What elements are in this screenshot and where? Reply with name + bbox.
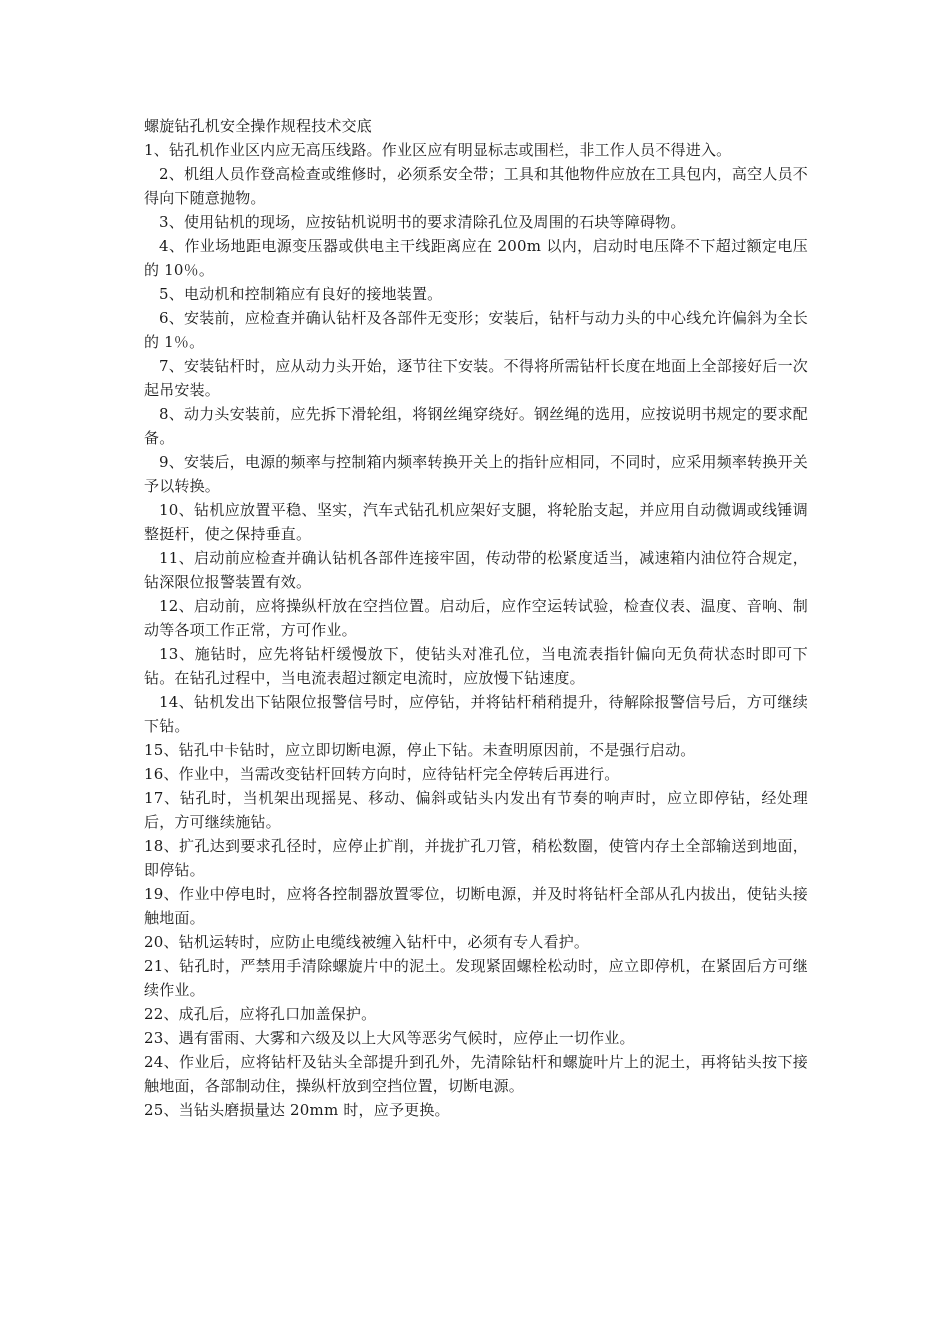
rule-item-25: 25、当钻头磨损量达 20mm 时，应予更换。 (144, 1101, 450, 1119)
rule-item-17: 17、钻孔时，当机架出现摇晃、移动、偏斜或钻头内发出有节奏的响声时，应立即停钻，经处理后，方可继续施钻。 (144, 789, 808, 831)
rule-item-4: 4、作业场地距电源变压器或供电主干线距离应在 200m 以内，启动时电压降不下超过额定电压的 10％。 (144, 237, 808, 279)
rule-item-6: 6、安装前，应检查并确认钻杆及各部件无变形；安装后，钻杆与动力头的中心线允许偏斜为全长的 1％。 (144, 309, 808, 351)
rule-item-15: 15、钻孔中卡钻时，应立即切断电源，停止下钻。未查明原因前，不是强行启动。 (144, 741, 696, 759)
rule-item-14: 14、钻机发出下钻限位报警信号时，应停钻，并将钻杆稍稍提升，待解除报警信号后，方可继续下钻。 (144, 693, 808, 735)
rule-item-22: 22、成孔后，应将孔口加盖保护。 (144, 1005, 377, 1023)
rule-item-18: 18、扩孔达到要求孔径时，应停止扩削，并拢扩孔刀管，稍松数圈，使管内存土全部输送到地面，即停钻。 (144, 837, 808, 879)
rule-item-3: 3、使用钻机的现场，应按钻机说明书的要求清除孔位及周围的石块等障碍物。 (159, 213, 686, 231)
rule-item-13: 13、施钻时，应先将钻杆缓慢放下，使钻头对准孔位，当电流表指针偏向无负荷状态时即可下钻。在钻孔过程中，当电流表超过额定电流时，应放慢下钻速度。 (144, 645, 808, 687)
rule-item-1: 1、钻孔机作业区内应无高压线路。作业区应有明显标志或围栏，非工作人员不得进入。 (144, 141, 732, 159)
rule-item-24: 24、作业后，应将钻杆及钻头全部提升到孔外，先清除钻杆和螺旋叶片上的泥土，再将钻头按下接触地面，各部制动住，操纵杆放到空挡位置，切断电源。 (144, 1053, 808, 1095)
rule-item-10: 10、钻机应放置平稳、坚实，汽车式钻孔机应架好支腿，将轮胎支起，并应用自动微调或线锤调整挺杆，使之保持垂直。 (144, 501, 808, 543)
document-body (144, 114, 808, 1122)
rule-item-11: 11、启动前应检查并确认钻机各部件连接牢固，传动带的松紧度适当，减速箱内油位符合规定，钻深限位报警装置有效。 (144, 549, 808, 591)
rule-item-2: 2、机组人员作登高检查或维修时，必须系安全带；工具和其他物件应放在工具包内，高空人员不得向下随意抛物。 (144, 165, 808, 207)
rule-item-9: 9、安装后，电源的频率与控制箱内频率转换开关上的指针应相同，不同时，应采用频率转换开关予以转换。 (144, 453, 808, 495)
rule-item-5: 5、电动机和控制箱应有良好的接地装置。 (159, 285, 443, 303)
rule-item-16: 16、作业中，当需改变钻杆回转方向时，应待钻杆完全停转后再进行。 (144, 765, 620, 783)
rule-item-12: 12、启动前，应将操纵杆放在空挡位置。启动后，应作空运转试验，检查仪表、温度、音响、制动等各项工作正常，方可作业。 (144, 597, 808, 639)
rule-item-20: 20、钻机运转时，应防止电缆线被缠入钻杆中，必须有专人看护。 (144, 933, 590, 951)
rule-item-21: 21、钻孔时，严禁用手清除螺旋片中的泥土。发现紧固螺栓松动时，应立即停机，在紧固后方可继续作业。 (144, 957, 808, 999)
rule-item-7: 7、安装钻杆时，应从动力头开始，逐节往下安装。不得将所需钻杆长度在地面上全部接好后一次起吊安装。 (144, 357, 808, 399)
rule-item-19: 19、作业中停电时，应将各控制器放置零位，切断电源，并及时将钻杆全部从孔内拔出，使钻头接触地面。 (144, 885, 808, 927)
document-title: 螺旋钻孔机安全操作规程技术交底 (144, 117, 373, 135)
rule-item-23: 23、遇有雷雨、大雾和六级及以上大风等恶劣气候时，应停止一切作业。 (144, 1029, 635, 1047)
rule-item-8: 8、动力头安装前，应先拆下滑轮组，将钢丝绳穿绕好。钢丝绳的选用，应按说明书规定的要求配备。 (144, 405, 808, 447)
